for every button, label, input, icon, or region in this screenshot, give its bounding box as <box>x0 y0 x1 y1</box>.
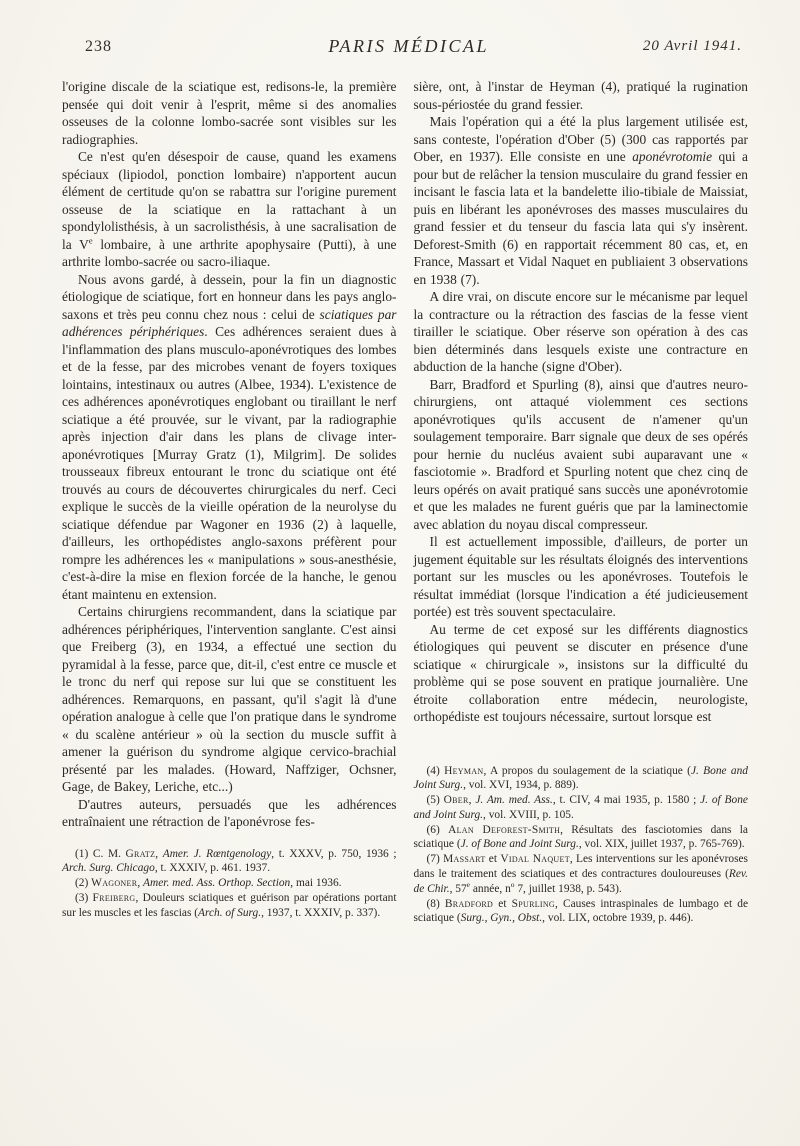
paragraph: D'autres auteurs, persuadés que les adhérences entraînaient une rétraction de l'aponévrose fes- <box>62 796 397 829</box>
left-column-footnotes <box>62 847 397 921</box>
paragraph: Nous avons gardé, à dessein, pour la fin un diagnostic étiologique de sciatique, fort en honneur dans les pays anglo-saxons et très peu connu chez nous : celui de sciatiques par adhérences périphériques. Ces adhérences seraient dues à l'inflammation des plans musculo-aponévrotiques des lombes et de la fesse, par des microbes venant de foyers toxiques lointains, intestinaux ou autres (Albee, 1934). L'existence de ces adhérences aponévrotiques englobant ou tiraillant le nerf sciatique a été prouvée, sur le vivant, par la radiographie après injection d'air dans les plans de clivage inter-aponévrotiques [Murray Gratz (1), Milgrim]. De solides trousseaux fibreux entourant le tronc du sciatique ont été trouvés au cours de découvertes chirurgicales du nerf. Ceci explique le succès de la vieille opération de la neurolyse du sciatique défendue par Wagoner en 1936 (2) à laquelle, d'ailleurs, les orthopédistes anglo-saxons préfèrent pour rompre les adhérences les « manipulations » sous-anesthésie, c'est-à-dire la mise en flexion forcée de la hanche, le genou étant maintenu en extension. <box>62 271 397 602</box>
footnote: (8) Bradford et Spurling, Causes intraspinales de lumbago et de sciatique (Surg., Gyn., Obst., vol. LIX, octobre 1939, p. 446). <box>413 897 748 925</box>
right-column-body <box>414 78 749 726</box>
text-columns <box>62 78 748 926</box>
paragraph: Certains chirurgiens recommandent, dans la sciatique par adhérences périphériques, l'intervention sanglante. C'est ainsi que Freiberg (3), en 1934, a effectué une section du pyramidal à la fesse, parce que, dit-il, c'est entre ce muscle et le tronc du nerf qui repose sur lui que se constituent les adhérences. Remarquons, en passant, qu'il s'agit là d'une opération analogue à celle que l'on pratique dans le syndrome « du scalène antérieur » où la section du muscle suffit à amener la guérison du syndrome algique cervico-brachial présenté par les malades. (Howard, Naffziger, Ochsner, Gage, de Bakey, Leriche, etc...) <box>62 604 397 794</box>
left-column <box>62 78 397 926</box>
left-column-body <box>62 78 397 831</box>
page-header <box>85 36 742 66</box>
paragraph: Barr, Bradford et Spurling (8), ainsi que d'autres neuro-chirurgiens, ont attaqué violemment ces sections aponévrotiques qu'ils accusent de n'amener qu'un soulagement temporaire. Barr signale que deux de ses opérés pour hernie du nucléus avaient subi auparavant une « fasciotomie ». Bradford et Spurling notent que chez cinq de leurs opérés on avait pratiqué sans succès une aponévrotomie et que les malades ne furent guéris que par la laminectomie avec ablation du noyau discal compresseur. <box>413 376 748 532</box>
paragraph: Mais l'opération qui a été la plus largement utilisée est, sans conteste, l'opération d'Ober (5) (300 cas rapportés par Ober, en 1937). Elle consiste en une aponévrotomie qui a pour but de relâcher la tension musculaire du grand fessier en incisant le fascia lata et la bandelette ilio-tibiale de Maissiat, puis en libérant les aponévroses des masses musculaires du grand fessier et du tenseur du fascia lata qui s'y insèrent. Deforest-Smith (6) en rapportait récemment 80 cas, et, en France, Massart et Vidal Naquet en publiaient 3 observations en 1938 (7). <box>413 114 749 287</box>
paragraph: l'origine discale de la sciatique est, redisons-le, la première pensée qui doit venir à l'esprit, même si des anomalies osseuses de la colonne lombo-sacrée sont visibles sur les radiographies. <box>62 79 397 147</box>
right-column-footnotes <box>414 764 749 927</box>
paragraph: sière, ont, à l'instar de Heyman (4), pratiqué la rugination sous-périostée du grand fessier. <box>413 79 748 112</box>
footnote: (5) Ober, J. Am. med. Ass., t. CIV, 4 mai 1935, p. 1580 ; J. of Bone and Joint Surg., vol. XVIII, p. 105. <box>413 794 748 821</box>
paragraph: Il est actuellement impossible, d'ailleurs, de porter un jugement équitable sur les résultats éloignés des interventions portant sur les muscles ou les aponévroses. Toutefois le résultat immédiat (lorsque l'indication a été judicieusement portée) est très souvent spectaculaire. <box>413 534 748 619</box>
right-column <box>414 78 749 926</box>
page-number: 238 <box>85 38 112 55</box>
footnote: (1) C. M. Gratz, Amer. J. Rœntgenology, t. XXXV, p. 750, 1936 ; Arch. Surg. Chicago, t. XXXIV, p. 461. 1937. <box>62 847 397 875</box>
journal-title: PARIS MÉDICAL <box>328 36 490 56</box>
footnote: (4) Heyman, A propos du soulagement de la sciatique (J. Bone and Joint Surg., vol. XVI, 1934, p. 889). <box>413 764 748 792</box>
footnote: (6) Alan Deforest-Smith, Résultats des fasciotomies dans la sciatique (J. of Bone and Joint Surg., vol. XIX, juillet 1937, p. 765-769). <box>413 823 748 851</box>
paragraph: Ce n'est qu'en désespoir de cause, quand les examens spéciaux (lipiodol, ponction lombaire) n'apportent aucun élément de certitude qu'on se rabattra sur l'origine purement osseuse de la sciatique en la rattachant à un spondylolisthésis, à un sacrolisthésis, à une sacralisation de la Ve lombaire, à une arthrite apophysaire (Putti), à une arthrite lombo-sacrée ou sacro-iliaque. <box>62 149 397 269</box>
paragraph: A dire vrai, on discute encore sur le mécanisme par lequel la contracture ou la rétraction des fascias de la fesse vient tirailler le sciatique. Ober réserve son opération à des cas bien déterminés dans lesquels existe une contracture en abduction de la hanche (signe d'Ober). <box>413 289 748 374</box>
footnote: (3) Freiberg, Douleurs sciatiques et guérison par opérations portant sur les muscles et les fascias (Arch. of Surg., 1937, t. XXXIV, p. 337). <box>62 891 397 919</box>
footnote: (7) Massart et Vidal Naquet, Les interventions sur les aponévroses dans le traitement des sciatiques et des contractures douloureuses (Rev. de Chir., 57e année, $n^o$ 7, juillet 1938, p. 543). <box>413 853 748 895</box>
issue-date: 20 Avril 1941. <box>642 38 742 54</box>
paragraph: Au terme de cet exposé sur les différents diagnostics étiologiques qui peuvent se discuter en présence d'une sciatique « chirurgicale », insistons sur la difficulté du problème qui se pose souvent en pratique journalière. Une étroite collaboration entre médecin, neurologiste, orthopédiste est toujours nécessaire, surtout lorsque est <box>413 621 748 724</box>
footnote: (2) Wagoner, Amer. med. Ass. Orthop. Section, mai 1936. <box>75 877 342 890</box>
